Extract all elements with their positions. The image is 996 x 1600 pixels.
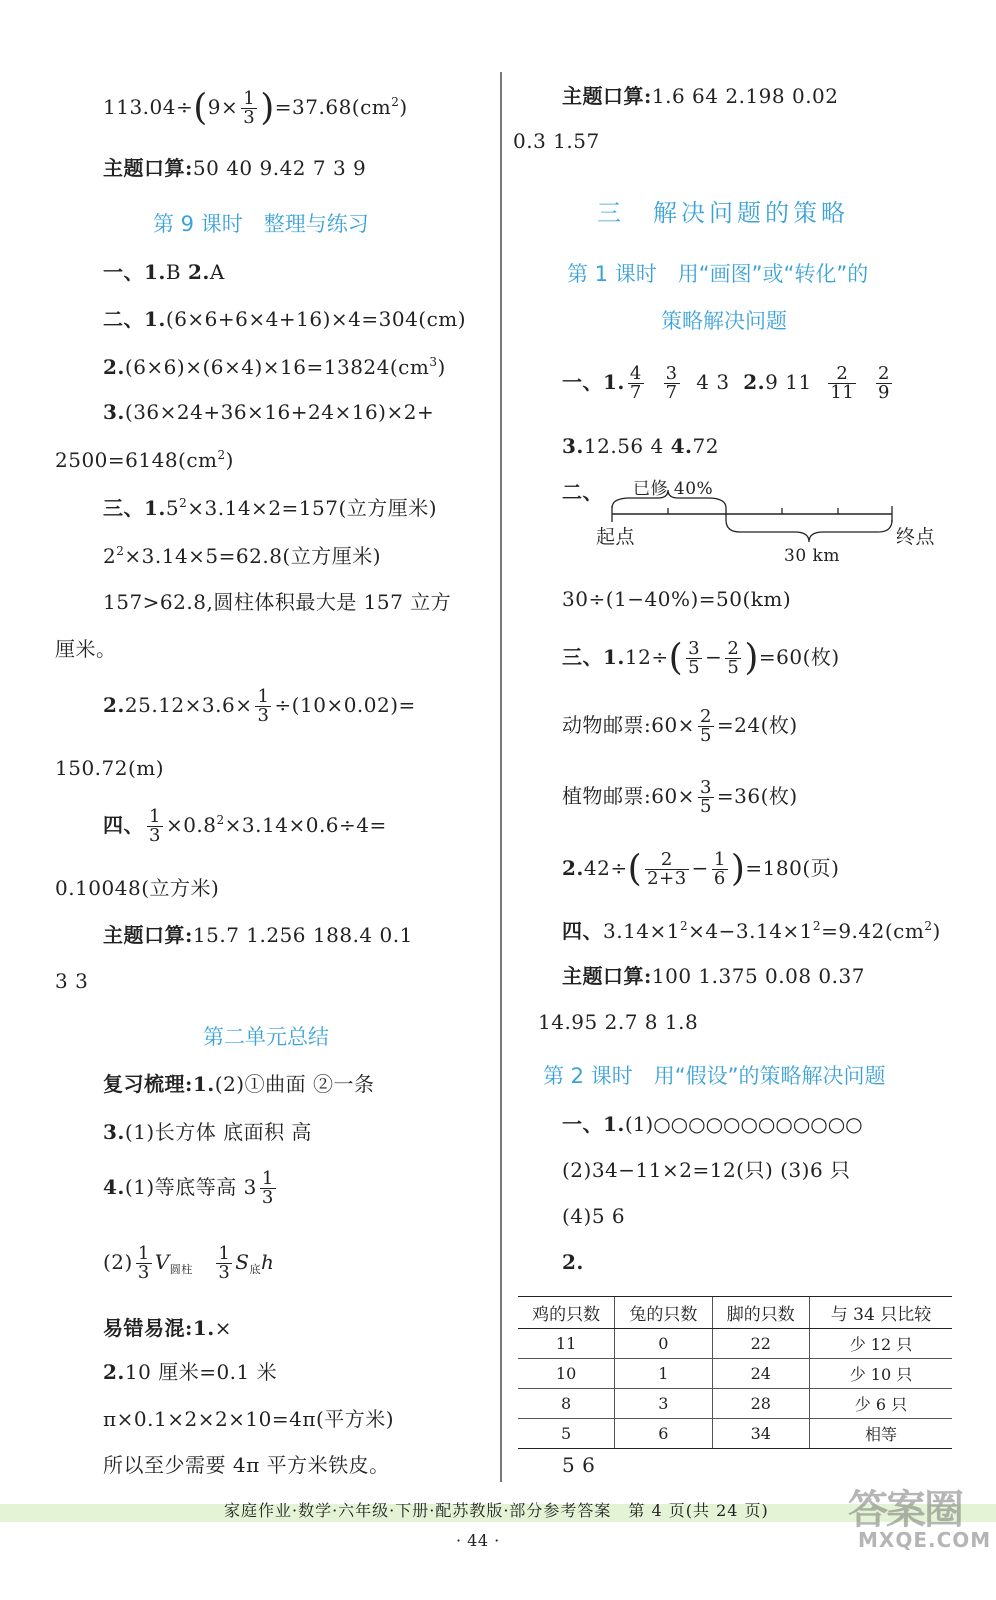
answer-line: 一、1.(1)○○○○○○○○○○○○ [562, 1112, 863, 1136]
answer-line: 复习梳理:1.(2)①曲面 ②一条 [103, 1072, 375, 1096]
page-number: · 44 · [456, 1531, 500, 1550]
answer-line: 3.(1)长方体 底面积 高 [103, 1120, 312, 1144]
equation-line: 113.04÷(9× $\frac{1}{3}$ )$=37.68(cm^2)$ [103, 87, 408, 129]
equation-line: 2.25.12×3.6× $\frac{1}{3}$ ÷(10×0.02)= [103, 686, 416, 726]
table-cell: 6 [615, 1419, 712, 1449]
table-cell: 少 6 只 [809, 1389, 952, 1419]
answer-line: 3 3 [55, 969, 89, 993]
answer-line: 厘米。 [55, 637, 117, 661]
section-heading: 第 2 课时 用“假设”的策略解决问题 [543, 1064, 886, 1088]
diagram-label-end: 终点 [896, 526, 936, 548]
table-cell: 24 [712, 1359, 809, 1389]
table-row [518, 1359, 952, 1389]
section-heading: 策略解决问题 [661, 309, 787, 333]
table-cell: 5 [518, 1419, 615, 1449]
fraction: $\frac{1}{3}$ [149, 806, 161, 846]
answer-table [518, 1296, 952, 1449]
column-header: 鸡的只数 [518, 1297, 615, 1329]
fraction: $\frac{1}{3}$ [218, 1243, 231, 1283]
table-header-row [518, 1297, 952, 1329]
answer-line: 4.(1)等底等高 3 $\frac{1}{3}$ [103, 1168, 274, 1208]
table-cell: 相等 [809, 1419, 952, 1449]
column-header: 脚的只数 [712, 1297, 809, 1329]
table-cell: 22 [712, 1329, 809, 1359]
mental-math-line: 主题口算:15.7 1.256 188.4 0.1 [103, 923, 413, 947]
column-header: 兔的只数 [615, 1297, 712, 1329]
answer-line: 150.72(m) [55, 756, 165, 780]
equation-line: 动物邮票:60× $\frac{2}{5}$ =24(枚) [562, 706, 798, 746]
table-cell: 1 [615, 1359, 712, 1389]
answer-line: 5 6 [562, 1453, 596, 1477]
section-heading: 第 9 课时 整理与练习 [153, 212, 369, 236]
table-cell: 少 12 只 [809, 1329, 952, 1359]
table-cell: 3 [615, 1389, 712, 1419]
equation-line: 植物邮票:60× $\frac{3}{5}$ =36(枚) [562, 777, 798, 817]
answer-line: 2. [562, 1250, 584, 1274]
chapter-title: 三 解决问题的策略 [597, 199, 849, 227]
answer-line: 2.10 厘米=0.1 米 [103, 1360, 278, 1384]
table-cell: 8 [518, 1389, 615, 1419]
table-cell: 28 [712, 1389, 809, 1419]
answer-line: (2)34−11×2=12(只) (3)6 只 [562, 1158, 851, 1182]
watermark-url: MXQE.COM [858, 1528, 992, 1552]
answer-line: 二、 [562, 480, 603, 504]
answer-line: 易错易混:1.× [103, 1316, 233, 1340]
fraction: $\frac{1}{3}$ [243, 88, 256, 128]
fraction: $\frac{1}{3}$ [137, 1243, 150, 1283]
answer-line: 一、1.B 2.A [103, 260, 225, 284]
answer-line: $2^2\times 3.14\times 5=62.8$(立方厘米) [103, 544, 382, 568]
table-cell: 11 [518, 1329, 615, 1359]
fraction: $\frac{2}{9}$ [878, 363, 890, 403]
fraction: $\frac{1}{3}$ [257, 686, 270, 726]
answer-line: 3.12.56 4 4.72 [562, 434, 719, 458]
table-row [518, 1329, 952, 1359]
answer-line: 一、1. $\frac{4}{7}$ $\frac{3}{7}$ 4 3 2.9 11 $\frac{2}{11}$ $\frac{2}{9}$ [562, 363, 890, 403]
table-cell: 少 10 只 [809, 1359, 952, 1389]
answer-line: $2500=6148(cm^2)$ [55, 448, 234, 472]
answer-line: (4)5 6 [562, 1204, 626, 1228]
column-header: 与 34 只比较 [809, 1297, 952, 1329]
section-heading: 第 1 课时 用“画图”或“转化”的 [567, 262, 869, 286]
answer-line: $2.(6\times 6)\times(6\times 4)\times 16=13824(cm^3)$ [103, 355, 446, 379]
fraction: $\frac{3}{7}$ [665, 363, 678, 403]
table-cell: 34 [712, 1419, 809, 1449]
answer-line: 30÷(1−40%)=50(km) [562, 587, 792, 611]
column-divider [500, 72, 502, 1482]
answer-line: π×0.1×2×2×10=4π(平方米) [103, 1407, 395, 1431]
answer-line: 0.10048(立方米) [55, 876, 220, 900]
fraction: $\frac{1}{6}$ [713, 849, 726, 889]
fraction: $\frac{4}{7}$ [629, 363, 642, 403]
watermark-logo: 答案圈 [848, 1487, 962, 1533]
fraction: $\frac{2}{5}$ [699, 706, 712, 746]
answer-line: 157>62.8,圆柱体积最大是 157 立方 [103, 590, 452, 614]
diagram-label-length: 30 km [784, 546, 840, 566]
answer-line: 所以至少需要 4π 平方米铁皮。 [103, 1453, 390, 1477]
answer-line: 三、$1.5^2\times 3.14\times 2=157$(立方厘米) [103, 496, 438, 520]
answer-line: 3.(36×24+36×16+24×16)×2+ [103, 400, 435, 424]
fraction: $\frac{2}{11}$ [830, 363, 855, 403]
bottom-brace [726, 520, 892, 542]
table-cell: 10 [518, 1359, 615, 1389]
diagram-label-start: 起点 [596, 526, 636, 548]
equation-line: 三、1.12÷( $\frac{3}{5}$ − $\frac{2}{5}$ )=60(枚) [562, 637, 840, 679]
fraction: $\frac{3}{5}$ [688, 638, 701, 678]
footer-text: 家庭作业·数学·六年级·下册·配苏教版·部分参考答案 第 4 页(共 24 页) [224, 1501, 769, 1520]
fraction: $\frac{2}{5}$ [727, 638, 740, 678]
equation-line: 四、 $\frac{1}{3}$ $\times 0.8^2\times 3.14\times 0.6\div 4=$ [103, 806, 387, 846]
fraction: $\frac{3}{5}$ [699, 777, 712, 817]
diagram-label-repaired: 已修 40% [633, 479, 714, 499]
fraction: $\frac{2}{2+3}$ [647, 849, 687, 889]
answer-line: 0.3 1.57 [513, 129, 600, 153]
answer-line: (2) $\frac{1}{3}$ $V_{圆柱}$ $\frac{1}{3}$ $S_底h$ [103, 1243, 275, 1283]
answer-line: 二、1.(6×6+6×4+16)×4=304(cm) [103, 307, 467, 331]
mental-math-line: 主题口算:1.6 64 2.198 0.02 [562, 84, 839, 108]
fraction: $\frac{1}{3}$ [261, 1168, 274, 1208]
table-row [518, 1389, 952, 1419]
answer-line: 14.95 2.7 8 1.8 [538, 1010, 699, 1034]
table-row [518, 1419, 952, 1449]
table-cell: 0 [615, 1329, 712, 1359]
answer-line: 四、$3.14\times 1^2\times 4-3.14\times 1^2=9.42(cm^2)$ [562, 919, 941, 943]
equation-line: 2.42÷( $\frac{2}{2+3}$ − $\frac{1}{6}$ )=180(页) [562, 848, 840, 890]
section-heading: 第二单元总结 [203, 1025, 329, 1049]
mental-math-line: 主题口算:50 40 9.42 7 3 9 [103, 156, 367, 180]
mental-math-line: 主题口算:100 1.375 0.08 0.37 [562, 964, 865, 988]
